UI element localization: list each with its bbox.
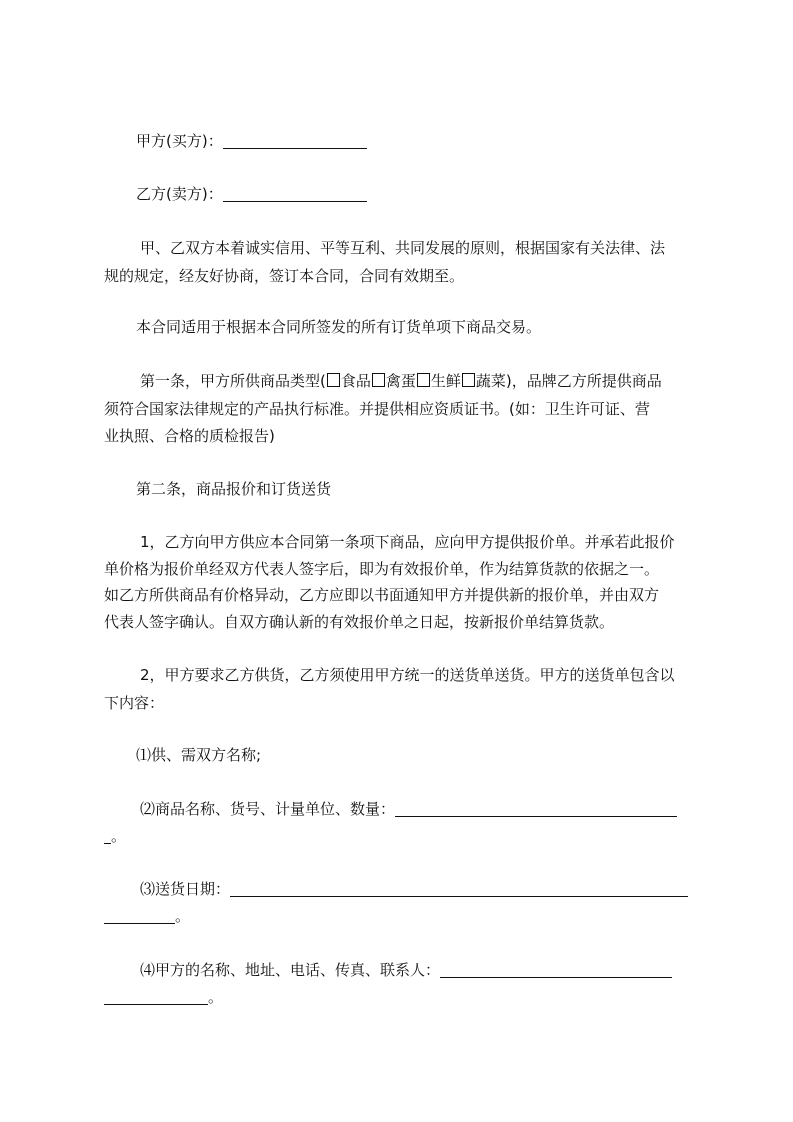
party-a-label: 甲方(买方)： [136,132,223,150]
party-b-blank [223,184,367,202]
sub-item-3-line-2 [104,903,704,929]
sub-item-4-blank-cont [104,987,208,1005]
sub-item-3-blank [230,879,688,897]
article1-line-2: 须符合国家法律规定的产品执行标准。并提供相应资质证书。(如：卫生许可证、营 [104,400,650,418]
sub-item-2-line-2 [104,823,704,849]
option-fresh: 生鲜 [430,372,461,390]
article1-line-1 [104,368,740,394]
scope-paragraph: 本合同适用于根据本合同所签发的所有订货单项下商品交易。 [136,318,542,336]
article1-prefix: 第一条，甲方所供商品类型( [140,372,326,390]
sub-item-4-period: 。 [208,988,224,1006]
sub-item-2-blank [395,799,677,817]
intro-line-1: 甲、乙双方本着诚实信用、平等互利、共同发展的原则，根据国家有关法律、法 [140,239,666,257]
sub-item-4-line-1 [104,957,740,983]
sub-item-3-label: ⑶送货日期： [140,880,231,898]
option-vegetables: 蔬菜 [475,372,506,390]
checkbox-icon[interactable] [417,373,430,387]
sub-item-4-line-2 [104,984,704,1010]
item1-line-2: 单价格为报价单经双方代表人签字后，即为有效报价单，作为结算货款的依据之一。 [104,560,660,578]
sub-item-4-label: ⑷甲方的名称、地址、电话、传真、联系人： [140,961,441,979]
option-food: 食品 [340,372,371,390]
sub-item-3-line-1 [104,876,740,902]
sub-item-2-period: 。 [111,827,127,845]
party-a-line [104,128,736,154]
sub-item-2-line-1 [104,796,740,822]
article1-line-3: 业执照、合格的质检报告) [104,427,275,445]
item1-line-3: 如乙方所供商品有价格异动，乙方应即以书面通知甲方并提供新的报价单，并由双方 [104,586,660,604]
sub-item-2-label: ⑵商品名称、货号、计量单位、数量： [140,800,396,818]
checkbox-icon[interactable] [462,373,475,387]
article1-suffix: )，品牌乙方所提供商品 [505,372,662,390]
party-b-line [104,181,736,207]
intro-line-2: 规的规定，经友好协商，签订本合同，合同有效期至。 [104,267,465,285]
sub-item-1: ⑴供、需双方名称; [136,746,262,764]
party-b-label: 乙方(卖方)： [136,185,223,203]
checkbox-icon[interactable] [327,373,340,387]
sub-item-4-blank [440,960,672,978]
sub-item-3-period: 。 [175,907,191,925]
option-poultry-eggs: 禽蛋 [385,372,416,390]
item1-line-4: 代表人签字确认。自双方确认新的有效报价单之日起，按新报价单结算货款。 [104,613,615,631]
article2-title: 第二条，商品报价和订货送货 [136,480,332,498]
party-a-blank [223,131,367,149]
item2-line-2: 下内容： [104,694,165,712]
item2-line-1: 2，甲方要求乙方供货，乙方须使用甲方统一的送货单送货。甲方的送货单包含以 [140,666,675,684]
sub-item-2-blank-cont [104,826,111,844]
checkbox-icon[interactable] [372,373,385,387]
sub-item-3-blank-cont [104,906,175,924]
item1-line-1: 1，乙方向甲方供应本合同第一条项下商品，应向甲方提供报价单。并承若此报价 [140,533,675,551]
